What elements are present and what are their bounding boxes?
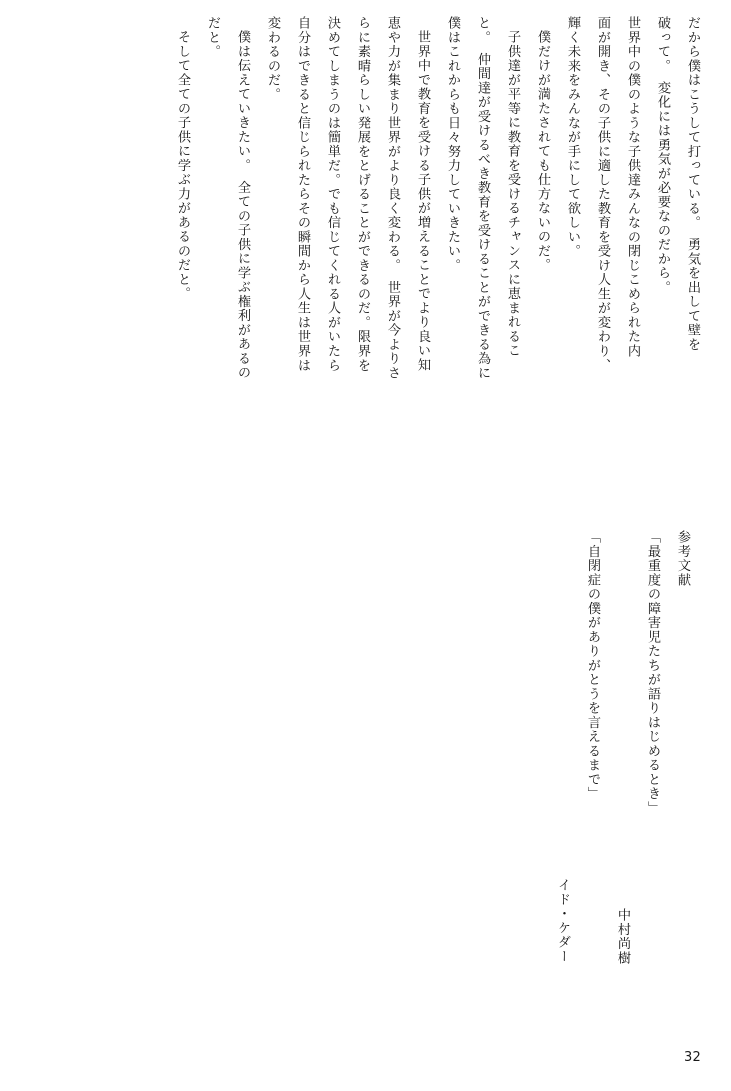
reference-title-1: 「最重度の障害児たちが語りはじめるとき」 bbox=[645, 530, 660, 816]
body-line: 自分はできると信じられたらその瞬間から人生は世界は bbox=[295, 16, 310, 373]
body-line: 僕は伝えていきたい。 全ての子供に学ぶ権利があるの bbox=[235, 30, 250, 380]
body-line: と。 仲間達が受けるべき教育を受けることができる為に bbox=[475, 16, 490, 381]
body-line: 決めてしまうのは簡単だ。でも信じてくれる人がいたら bbox=[325, 16, 340, 373]
reference-author-2: イド・ケダー bbox=[555, 878, 570, 964]
body-line: 世界中で教育を受ける子供が増えることでより良い知 bbox=[415, 30, 430, 373]
body-line: 恵や力が集まり世界がより良く変わる。 世界が今よりさ bbox=[385, 16, 400, 381]
body-line: 輝く未来をみんなが手にして欲しい。 bbox=[565, 16, 580, 259]
reference-title-2: 「自閉症の僕がありがとうを言えるまで」 bbox=[585, 530, 600, 801]
body-line: だから僕はこうして打っている。 勇気を出して壁を bbox=[685, 16, 700, 352]
body-line: そして全ての子供に学ぶ力があるのだと。 bbox=[175, 30, 190, 301]
body-line: 変わるのだ。 bbox=[265, 16, 280, 102]
body-line: 世界中の僕のような子供達みんなの閉じこめられた内 bbox=[625, 16, 640, 359]
body-line: 僕だけが満たされても仕方ないのだ。 bbox=[535, 30, 550, 273]
page-number: 32 bbox=[683, 1050, 701, 1065]
body-line: だと。 bbox=[205, 16, 220, 59]
body-line: 子供達が平等に教育を受けるチャンスに恵まれるこ bbox=[505, 30, 520, 358]
body-line: 面が開き、その子供に適した教育を受け人生が変わり、 bbox=[595, 16, 610, 373]
body-line: 破って。 変化には勇気が必要なのだから。 bbox=[655, 16, 670, 295]
body-line: 僕はこれからも日々努力していきたい。 bbox=[445, 16, 460, 273]
references-heading: 参考文献 bbox=[675, 530, 690, 588]
body-line: らに素晴らしい発展をとげることができるのだ。限界を bbox=[355, 16, 370, 373]
reference-author-1: 中村尚樹 bbox=[615, 908, 630, 966]
